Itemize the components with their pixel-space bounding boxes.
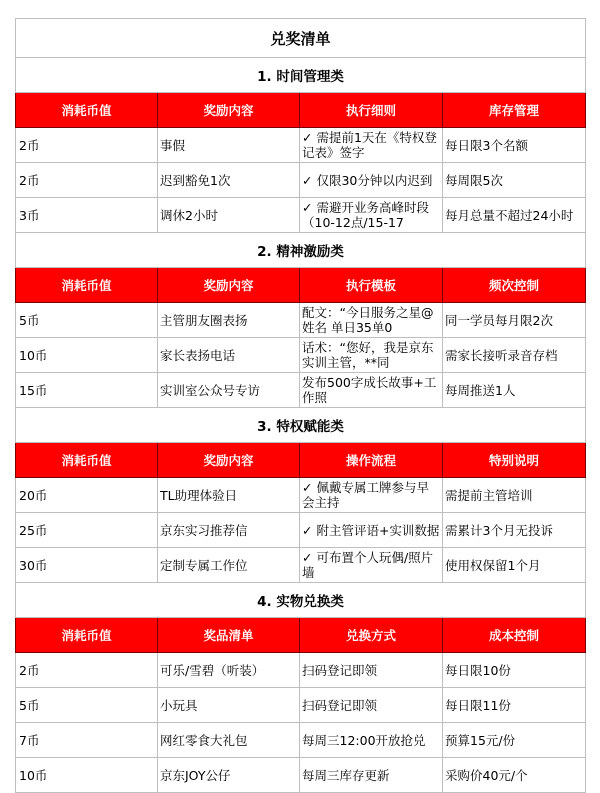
table-row	[16, 163, 586, 198]
reward-table	[15, 18, 586, 793]
column-header: 执行模板	[300, 268, 443, 303]
table-cell	[300, 373, 443, 408]
table-row	[16, 478, 586, 513]
section-title: 4. 实物兑换类	[16, 583, 586, 618]
title-row	[16, 19, 586, 58]
table-cell	[443, 688, 586, 723]
header-row	[16, 618, 586, 653]
table-cell	[300, 688, 443, 723]
table-cell	[443, 303, 586, 338]
table-cell	[300, 723, 443, 758]
cell-text: 每月总量不超过24小时	[445, 207, 574, 223]
table-row	[16, 758, 586, 793]
column-header: 执行细则	[300, 93, 443, 128]
table-row	[16, 128, 586, 163]
cell-text: ✓ 需避开业务高峰时段（10-12点/15-17	[302, 200, 429, 230]
cell-text: 5币	[19, 697, 40, 713]
table-cell	[16, 688, 158, 723]
cell-text: 主管朋友圈表扬	[160, 312, 248, 328]
table-cell	[16, 478, 158, 513]
reward-sheet	[15, 18, 585, 793]
table-cell	[158, 303, 300, 338]
table-cell	[16, 128, 158, 163]
table-row	[16, 338, 586, 373]
cell-text: 迟到豁免1次	[160, 172, 231, 188]
cell-text: 每日限3个名额	[445, 137, 528, 153]
header-row	[16, 268, 586, 303]
table-cell	[300, 128, 443, 163]
table-cell	[158, 128, 300, 163]
table-cell	[158, 198, 300, 233]
table-cell	[443, 653, 586, 688]
section-title: 2. 精神激励类	[16, 233, 586, 268]
cell-text: 京东实习推荐信	[160, 522, 248, 538]
cell-text: 每周三12:00开放抢兑	[302, 732, 426, 748]
section-row	[16, 58, 586, 93]
cell-text: 调休2小时	[160, 207, 218, 223]
table-cell	[300, 163, 443, 198]
table-row	[16, 373, 586, 408]
cell-text: 同一学员每月限2次	[445, 312, 553, 328]
table-cell	[158, 723, 300, 758]
cell-text: 家长表扬电话	[160, 347, 236, 363]
cell-text: 30币	[19, 557, 48, 573]
table-cell	[443, 338, 586, 373]
table-cell	[16, 758, 158, 793]
column-header: 奖励内容	[158, 443, 300, 478]
cell-text: 配文：“今日服务之星@姓名 单日35单0	[302, 305, 434, 335]
header-row	[16, 93, 586, 128]
cell-text: ✓ 需提前1天在《特权登记表》签字	[302, 130, 437, 160]
cell-text: 每周限5次	[445, 172, 503, 188]
column-header: 兑换方式	[300, 618, 443, 653]
table-cell	[300, 198, 443, 233]
column-header: 操作流程	[300, 443, 443, 478]
table-row	[16, 548, 586, 583]
section-row	[16, 408, 586, 443]
table-cell	[158, 758, 300, 793]
table-cell	[443, 478, 586, 513]
section-row	[16, 583, 586, 618]
table-cell	[158, 373, 300, 408]
table-cell	[443, 723, 586, 758]
table-row	[16, 198, 586, 233]
column-header: 消耗币值	[16, 268, 158, 303]
table-cell	[158, 513, 300, 548]
cell-text: 事假	[160, 137, 186, 153]
cell-text: 每周三库存更新	[302, 767, 390, 783]
column-header: 消耗币值	[16, 93, 158, 128]
cell-text: 7币	[19, 732, 40, 748]
cell-text: 15币	[19, 382, 48, 398]
cell-text: ✓ 附主管评语+实训数据	[302, 522, 440, 538]
column-header: 特别说明	[443, 443, 586, 478]
table-cell	[158, 338, 300, 373]
column-header: 奖品清单	[158, 618, 300, 653]
table-cell	[300, 548, 443, 583]
cell-text: 每日限11份	[445, 697, 511, 713]
cell-text: 话术：“您好，我是京东实训主管，**同	[302, 340, 434, 370]
cell-text: 发布500字成长故事+工作照	[302, 375, 437, 405]
table-cell	[16, 163, 158, 198]
table-row	[16, 303, 586, 338]
cell-text: 扫码登记即领	[302, 662, 378, 678]
cell-text: 扫码登记即领	[302, 697, 378, 713]
cell-text: 25币	[19, 522, 48, 538]
table-row	[16, 723, 586, 758]
cell-text: 10币	[19, 767, 48, 783]
cell-text: 3币	[19, 207, 40, 223]
cell-text: 2币	[19, 172, 40, 188]
table-cell	[16, 513, 158, 548]
cell-text: 定制专属工作位	[160, 557, 248, 573]
cell-text: 5币	[19, 312, 40, 328]
table-cell	[300, 513, 443, 548]
cell-text: 10币	[19, 347, 48, 363]
table-cell	[443, 163, 586, 198]
table-cell	[158, 478, 300, 513]
table-cell	[443, 513, 586, 548]
cell-text: 采购价40元/个	[445, 767, 528, 783]
section-title: 1. 时间管理类	[16, 58, 586, 93]
cell-text: ✓ 仅限30分钟以内迟到	[302, 172, 433, 188]
table-cell	[16, 338, 158, 373]
section-title: 3. 特权赋能类	[16, 408, 586, 443]
table-row	[16, 653, 586, 688]
cell-text: 京东JOY公仔	[160, 767, 231, 783]
table-cell	[16, 653, 158, 688]
cell-text: 20币	[19, 487, 48, 503]
cell-text: 可乐/雪碧（听装）	[160, 662, 265, 678]
column-header: 成本控制	[443, 618, 586, 653]
column-header: 频次控制	[443, 268, 586, 303]
header-row	[16, 443, 586, 478]
column-header: 奖励内容	[158, 268, 300, 303]
cell-text: 需累计3个月无投诉	[445, 522, 553, 538]
table-cell	[158, 163, 300, 198]
cell-text: 实训室公众号专访	[160, 382, 261, 398]
table-cell	[300, 303, 443, 338]
table-cell	[300, 478, 443, 513]
table-cell	[16, 723, 158, 758]
table-cell	[443, 373, 586, 408]
cell-text: 每日限10份	[445, 662, 511, 678]
cell-text: 预算15元/份	[445, 732, 516, 748]
table-cell	[300, 653, 443, 688]
cell-text: TL助理体验日	[160, 487, 238, 503]
cell-text: 2币	[19, 137, 40, 153]
cell-text: 需家长接听录音存档	[445, 347, 558, 363]
table-cell	[443, 198, 586, 233]
table-cell	[16, 373, 158, 408]
cell-text: 2币	[19, 662, 40, 678]
cell-text: ✓ 可布置个人玩偶/照片墙	[302, 550, 434, 580]
table-row	[16, 513, 586, 548]
table-cell	[16, 303, 158, 338]
table-cell	[300, 338, 443, 373]
table-row	[16, 688, 586, 723]
table-cell	[16, 198, 158, 233]
table-cell	[443, 758, 586, 793]
table-cell	[443, 548, 586, 583]
table-cell	[158, 548, 300, 583]
section-row	[16, 233, 586, 268]
cell-text: 网红零食大礼包	[160, 732, 248, 748]
table-cell	[443, 128, 586, 163]
table-cell	[158, 688, 300, 723]
sheet-title: 兑奖清单	[16, 19, 586, 58]
cell-text: 需提前主管培训	[445, 487, 533, 503]
cell-text: 小玩具	[160, 697, 198, 713]
cell-text: 使用权保留1个月	[445, 557, 541, 573]
table-cell	[16, 548, 158, 583]
table-cell	[300, 758, 443, 793]
column-header: 库存管理	[443, 93, 586, 128]
table-cell	[158, 653, 300, 688]
column-header: 奖励内容	[158, 93, 300, 128]
column-header: 消耗币值	[16, 618, 158, 653]
cell-text: 每周推送1人	[445, 382, 516, 398]
cell-text: ✓ 佩戴专属工牌参与早会主持	[302, 480, 429, 510]
column-header: 消耗币值	[16, 443, 158, 478]
